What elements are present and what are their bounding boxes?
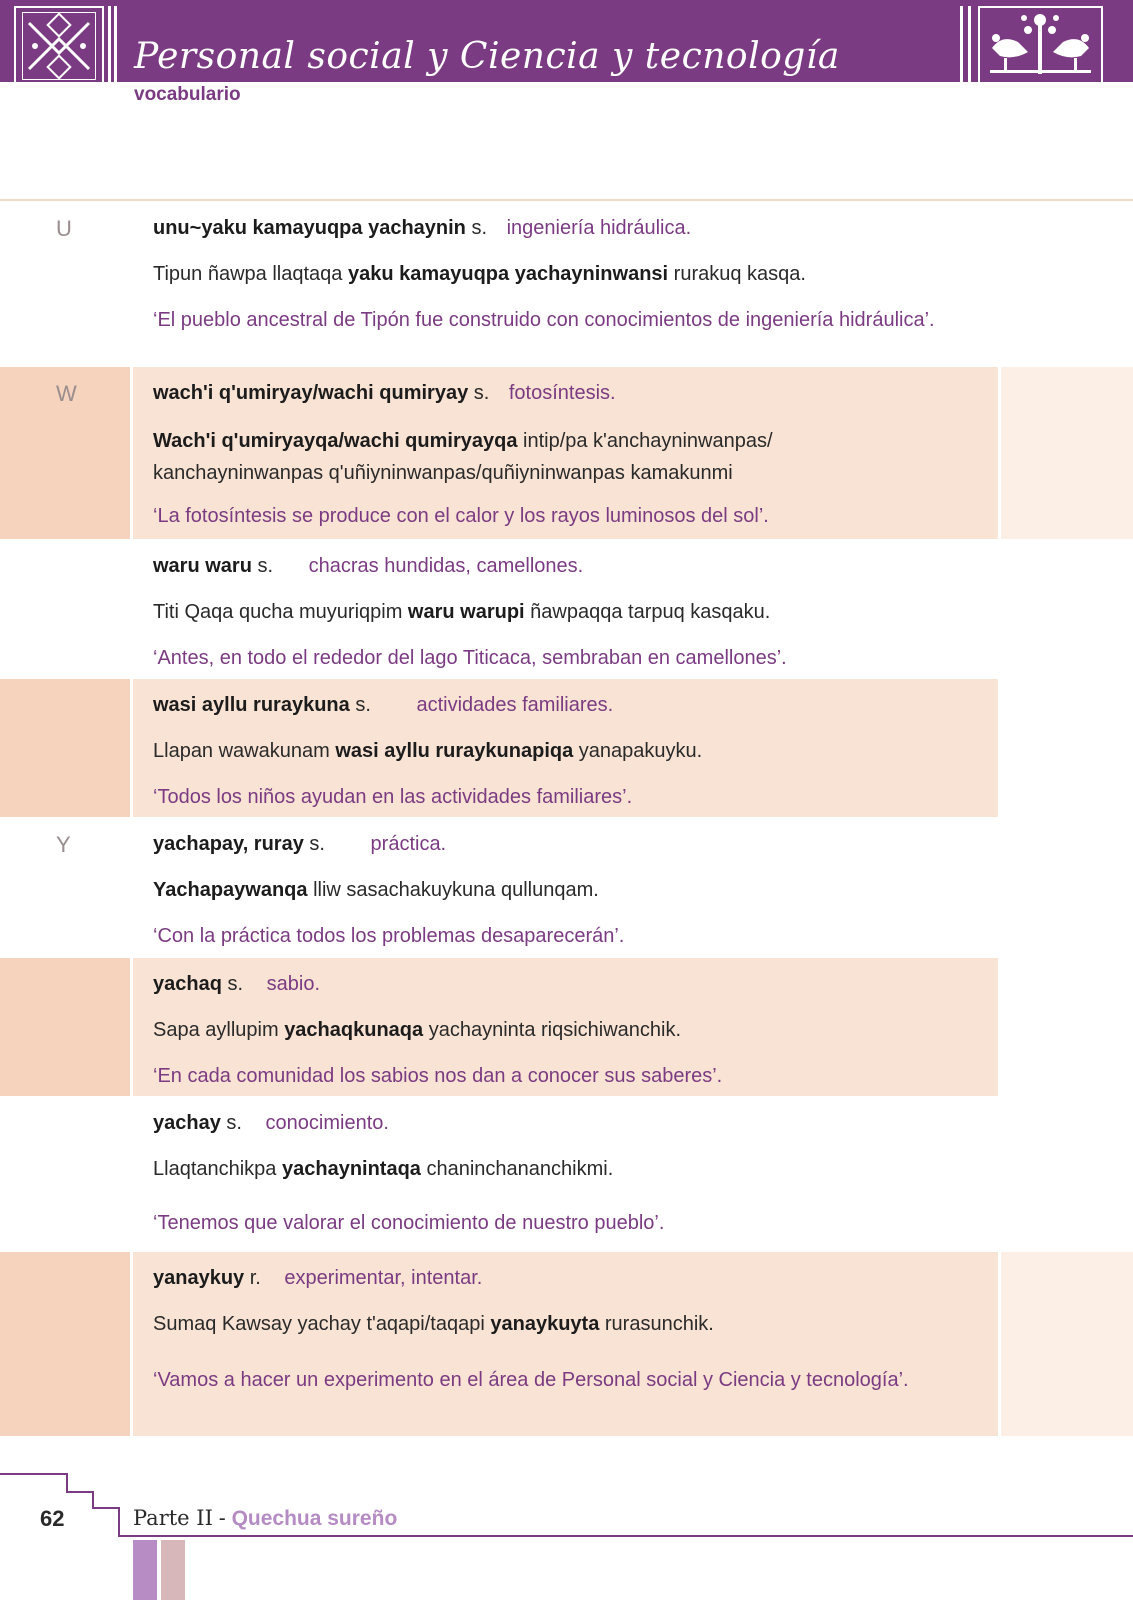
term: yachay (153, 1112, 221, 1134)
part-of-speech: r. (249, 1267, 261, 1289)
part-of-speech: s. (473, 382, 490, 404)
andean-pattern-logo-left (14, 6, 104, 82)
footer-separator: - (212, 1507, 232, 1530)
term: wach'i q'umiryay/wachi qumiryay (153, 382, 469, 404)
translation: ‘Vamos a hacer un experimento en el área de Personal social y Ciencia y tecnología’. (153, 1369, 909, 1391)
example-sentence (153, 260, 953, 288)
meaning: ingeniería hidráulica. (506, 217, 692, 239)
entry-headword (153, 379, 953, 407)
example-text: chaninchananchikmi. (420, 1158, 614, 1180)
part-of-speech: s. (257, 555, 274, 577)
example-text: ñawpaqqa tarpuq kasqaku. (524, 601, 771, 623)
band-left (0, 1252, 130, 1436)
translation: ‘El pueblo ancestral de Tipón fue construido con conocimientos de ingeniería hidráulica’. (153, 309, 935, 331)
language-label: Quechua sureño (231, 1507, 398, 1530)
vocabulary-entry (0, 679, 1133, 817)
term: unu~yaku kamayuqpa yachaynin (153, 217, 466, 239)
example-highlight: Yachapaywanqa (153, 879, 308, 901)
example-text: intip/pa k'anchayninwanpas/ kanchayninwanpas q'uñiyninwanpas/quñiyninwanpas kamakunmi (153, 430, 773, 484)
example-text: Sumaq Kawsay yachay t'aqapi/taqapi (153, 1313, 491, 1335)
part-of-speech: s. (309, 833, 325, 855)
example-text: yachayninta riqsichiwanchik. (423, 1019, 682, 1041)
footer-caption (133, 1506, 397, 1531)
birds-and-tree-icon (980, 8, 1101, 82)
example-sentence (153, 598, 953, 626)
vocabulary-entry (0, 1099, 1133, 1249)
meaning: sabio. (266, 973, 320, 995)
example-text: Tipun ñawpa llaqtaqa (153, 263, 348, 285)
page-header (0, 0, 1133, 82)
footer-tab (161, 1540, 185, 1600)
page-title: Personal social y Ciencia y tecnología (134, 36, 840, 77)
band-right (1001, 367, 1133, 539)
birds-tree-logo-right (978, 6, 1103, 82)
page-number: 62 (40, 1506, 65, 1531)
term: waru waru (153, 555, 252, 577)
example-sentence (153, 1155, 953, 1183)
meaning: fotosíntesis. (508, 382, 616, 404)
example-text: rurasunchik. (599, 1313, 714, 1335)
translation: ‘La fotosíntesis se produce con el calor y los rayos luminosos del sol’. (153, 505, 769, 527)
footer-step-line (66, 1473, 68, 1493)
entry-headword (153, 1109, 953, 1137)
example-highlight: yachayninta​qa (281, 1158, 421, 1180)
geometric-pattern-icon (22, 12, 96, 80)
header-divider (960, 6, 963, 82)
entry-headword (153, 970, 953, 998)
section-label: vocabulario (134, 84, 241, 105)
translation: ‘Todos los niños ayudan en las actividades familiares’. (153, 786, 633, 808)
vocabulary-entry (0, 202, 1133, 364)
example-text: Titi Qaqa qucha muyuriqpim (153, 601, 408, 623)
part-of-speech: s. (355, 694, 371, 716)
vocabulary-entry (0, 542, 1133, 676)
alphabet-letter: W (56, 381, 77, 406)
example-sentence (153, 737, 953, 765)
band-left (0, 958, 130, 1096)
meaning: experimentar, intentar. (284, 1267, 483, 1289)
term: yachaq (153, 973, 222, 995)
example-text: Llapan wawakunam (153, 740, 336, 762)
meaning: conocimiento. (265, 1112, 389, 1134)
band-right (1001, 679, 1133, 817)
vocabulary-entry (0, 1252, 1133, 1436)
translation: ‘Antes, en todo el rededor del lago Titicaca, sembraban en camellones’. (153, 647, 787, 669)
alphabet-letter: Y (56, 832, 71, 857)
entry-headword (153, 552, 953, 580)
meaning: práctica. (370, 833, 447, 855)
example-highlight: waru warupi (407, 601, 525, 623)
example-text: Llaqtanchikpa (153, 1158, 282, 1180)
example-highlight: yachaqkunaqa (284, 1019, 424, 1041)
vocabulary-entry (0, 820, 1133, 955)
example-text: yanapakuyku. (573, 740, 703, 762)
example-highlight: wasi ayllu ruraykunapiqa (335, 740, 574, 762)
example-sentence (153, 876, 953, 904)
example-text: Sapa ayllupim (153, 1019, 285, 1041)
header-divider (968, 6, 971, 82)
header-divider (108, 6, 111, 82)
part-of-speech: s. (227, 973, 244, 995)
footer-step-line (0, 1473, 68, 1475)
header-divider (114, 6, 117, 82)
part-of-speech: s. (471, 217, 488, 239)
entry-headword (153, 830, 953, 858)
example-highlight: yanaykuyta (490, 1313, 600, 1335)
entry-headword (153, 1264, 953, 1292)
entry-headword (153, 214, 953, 242)
example-text: lliw sasachakuykuna qullunqam. (307, 879, 599, 901)
example-sentence (153, 425, 873, 489)
example-sentence (153, 1016, 953, 1044)
band-right (1001, 1252, 1133, 1436)
example-highlight: Wach'i q'umiryayqa/wachi qumiryayqa (153, 430, 518, 452)
term: yachapay, ruray (153, 833, 304, 855)
vocabulary-entry (0, 367, 1133, 539)
footer-rule (118, 1535, 1133, 1537)
entry-headword (153, 691, 953, 719)
meaning: actividades familiares. (416, 694, 614, 716)
footer-step-line (92, 1507, 120, 1509)
footer-step-line (66, 1491, 94, 1493)
vocabulary-entry (0, 958, 1133, 1096)
translation: ‘Con la práctica todos los problemas desaparecerán’. (153, 925, 625, 947)
alphabet-letter: U (56, 216, 72, 241)
example-highlight: yaku kamayuqpa yachayninwansi (347, 263, 669, 285)
example-sentence (153, 1310, 953, 1338)
diamond-pattern-icon (23, 13, 95, 79)
example-text: rurakuq kasqa. (668, 263, 806, 285)
term: yanaykuy (153, 1267, 245, 1289)
meaning: chacras hundidas, camellones. (308, 555, 584, 577)
divider (0, 199, 1133, 201)
translation: ‘En cada comunidad los sabios nos dan a conocer sus saberes’. (153, 1065, 723, 1087)
band-left (0, 679, 130, 817)
footer-step-line (118, 1507, 120, 1537)
footer-tab (133, 1540, 157, 1600)
band-right (1001, 958, 1133, 1096)
part-of-speech: s. (226, 1112, 242, 1134)
term: wasi ayllu ruraykuna (153, 694, 350, 716)
part-label: Parte II (133, 1506, 213, 1530)
translation: ‘Tenemos que valorar el conocimiento de nuestro pueblo’. (153, 1212, 665, 1234)
